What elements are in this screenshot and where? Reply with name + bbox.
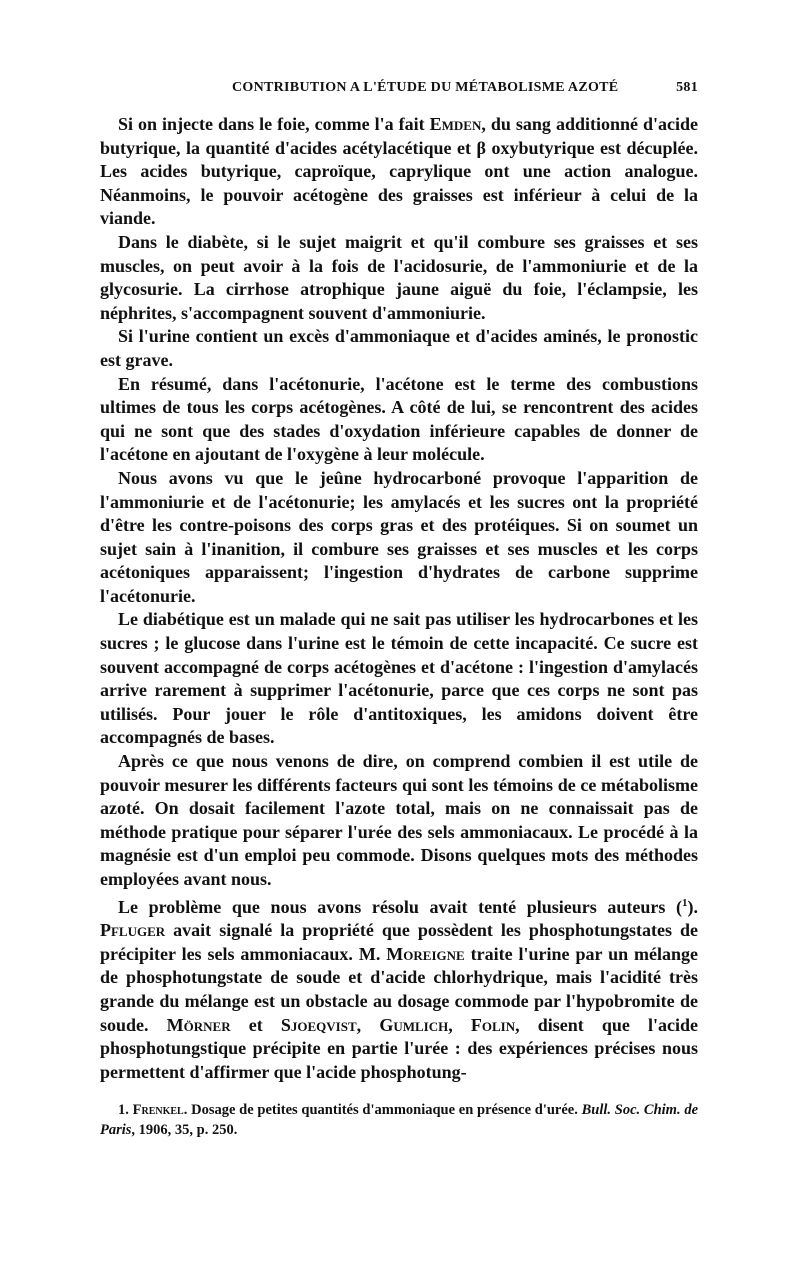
footnote <box>100 1100 698 1140</box>
text-run: avait signalé la propriété que possèdent les phosphotungstates de précipiter les sels ammoniacaux. M. <box>100 920 698 964</box>
footnote-reference[interactable]: 1 <box>682 896 688 909</box>
author-name: Sjoeqvist <box>280 1014 357 1035</box>
text-run: traite l'urine par un mélange de phosphotungstate de soude et d'acide chlorhydrique, mais l'acidité très grande du mélange est un obstacle au dosage commode par l'hypobromite de soude. <box>100 943 699 1035</box>
paragraph: Le diabétique est un malade qui ne sait pas utiliser les hydrocarbones et les sucres ; le glucose dans l'urine est le témoin de cette incapacité. Ce sucre est souvent accompagné de corps acétogènes et d'acétone : l'ingestion d'amylacés arrive rarement à supprimer l'acétonurie, parce que ces corps ne sont pas utilisés. Pour jouer le rôle d'antitoxiques, les amidons doivent être accompagnés de bases. <box>100 609 698 748</box>
paragraph: Nous avons vu que le jeûne hydrocarboné provoque l'apparition de l'ammoniurie et de l'acétonurie; les amylacés et les sucres ont la propriété d'être les contre-poisons des corps gras et des protéiques. Si on soumet un sujet sain à l'inanition, il combure ses graisses et ses muscles et les corps acétoniques apparaissent; l'ingestion d'hydrates de carbone supprime l'acétonurie. <box>100 467 698 606</box>
text-run: , <box>448 1014 471 1035</box>
author-name: Frenkel <box>132 1102 184 1118</box>
author-name: Pfluger <box>100 920 166 941</box>
text-run: , 1906, 35, p. 250. <box>131 1122 238 1138</box>
text-run: Si on injecte dans le foie, comme l'a fait <box>118 114 430 134</box>
text-run: , <box>356 1014 380 1035</box>
body-text <box>100 113 698 1084</box>
page-number: 581 <box>676 80 698 95</box>
text-run: ). <box>687 896 698 917</box>
text-run: . Dosage de petites quantités d'ammoniaque en présence d'urée. <box>183 1102 582 1118</box>
author-name: Moreigne <box>386 943 465 964</box>
paragraph: Si l'urine contient un excès d'ammoniaque et d'acides aminés, le pronostic est grave. <box>100 326 698 370</box>
paragraph <box>100 892 698 1085</box>
text-run: , du sang additionné d'acide butyrique, la quantité d'acides acétylacétique et β oxybutyrique est décuplée. Les acides butyrique, caproïque, caprylique ont une action analogue. Néanmoins, le pouvoir acétogène des graisses est inférieur à celui de la viande. <box>100 114 698 229</box>
running-header <box>100 80 698 100</box>
author-name: Emden <box>429 114 482 134</box>
paragraph: En résumé, dans l'acétonurie, l'acétone est le terme des combustions ultimes de tous les corps acétogènes. A côté de lui, se rencontrent des acides qui ne sont que des stades d'oxydation inférieure capables de donner de l'acétone en ajoutant de l'oxygène à leur molécule. <box>100 373 698 465</box>
text-run: , disent que l'acide phosphotungstique précipite en partie l'urée : des expériences précises nous permettent d'affirmer que l'acide phosphotung- <box>100 1014 699 1082</box>
author-name: Mörner <box>166 1014 231 1035</box>
running-title: CONTRIBUTION A L'ÉTUDE DU MÉTABOLISME AZOTÉ <box>232 80 619 95</box>
footnote-marker: 1. <box>118 1102 133 1118</box>
text-run: et <box>230 1014 281 1035</box>
paragraph <box>100 113 698 231</box>
text-run: Le problème que nous avons résolu avait tenté plusieurs auteurs ( <box>118 896 682 917</box>
paragraph: Après ce que nous venons de dire, on comprend combien il est utile de pouvoir mesurer les différents facteurs qui sont les témoins de ce métabolisme azoté. On dosait facilement l'azote total, mais on ne connaissait pas de méthode pratique pour séparer l'urée des sels ammoniacaux. Le procédé à la magnésie est d'un emploi peu commode. Disons quelques mots des méthodes employées avant nous. <box>100 751 698 889</box>
author-name: Gumlich <box>379 1014 449 1035</box>
journal-title: Bull. Soc. Chim. de Paris <box>100 1102 699 1138</box>
paragraph: Dans le diabète, si le sujet maigrit et qu'il combure ses graisses et ses muscles, on peut avoir à la fois de l'acidosurie, de l'ammoniurie et de la glycosurie. La cirrhose atrophique jaune aiguë du foie, l'éclampsie, les néphrites, s'accompagnent souvent d'ammoniurie. <box>100 231 698 323</box>
author-name: Folin <box>470 1014 516 1035</box>
